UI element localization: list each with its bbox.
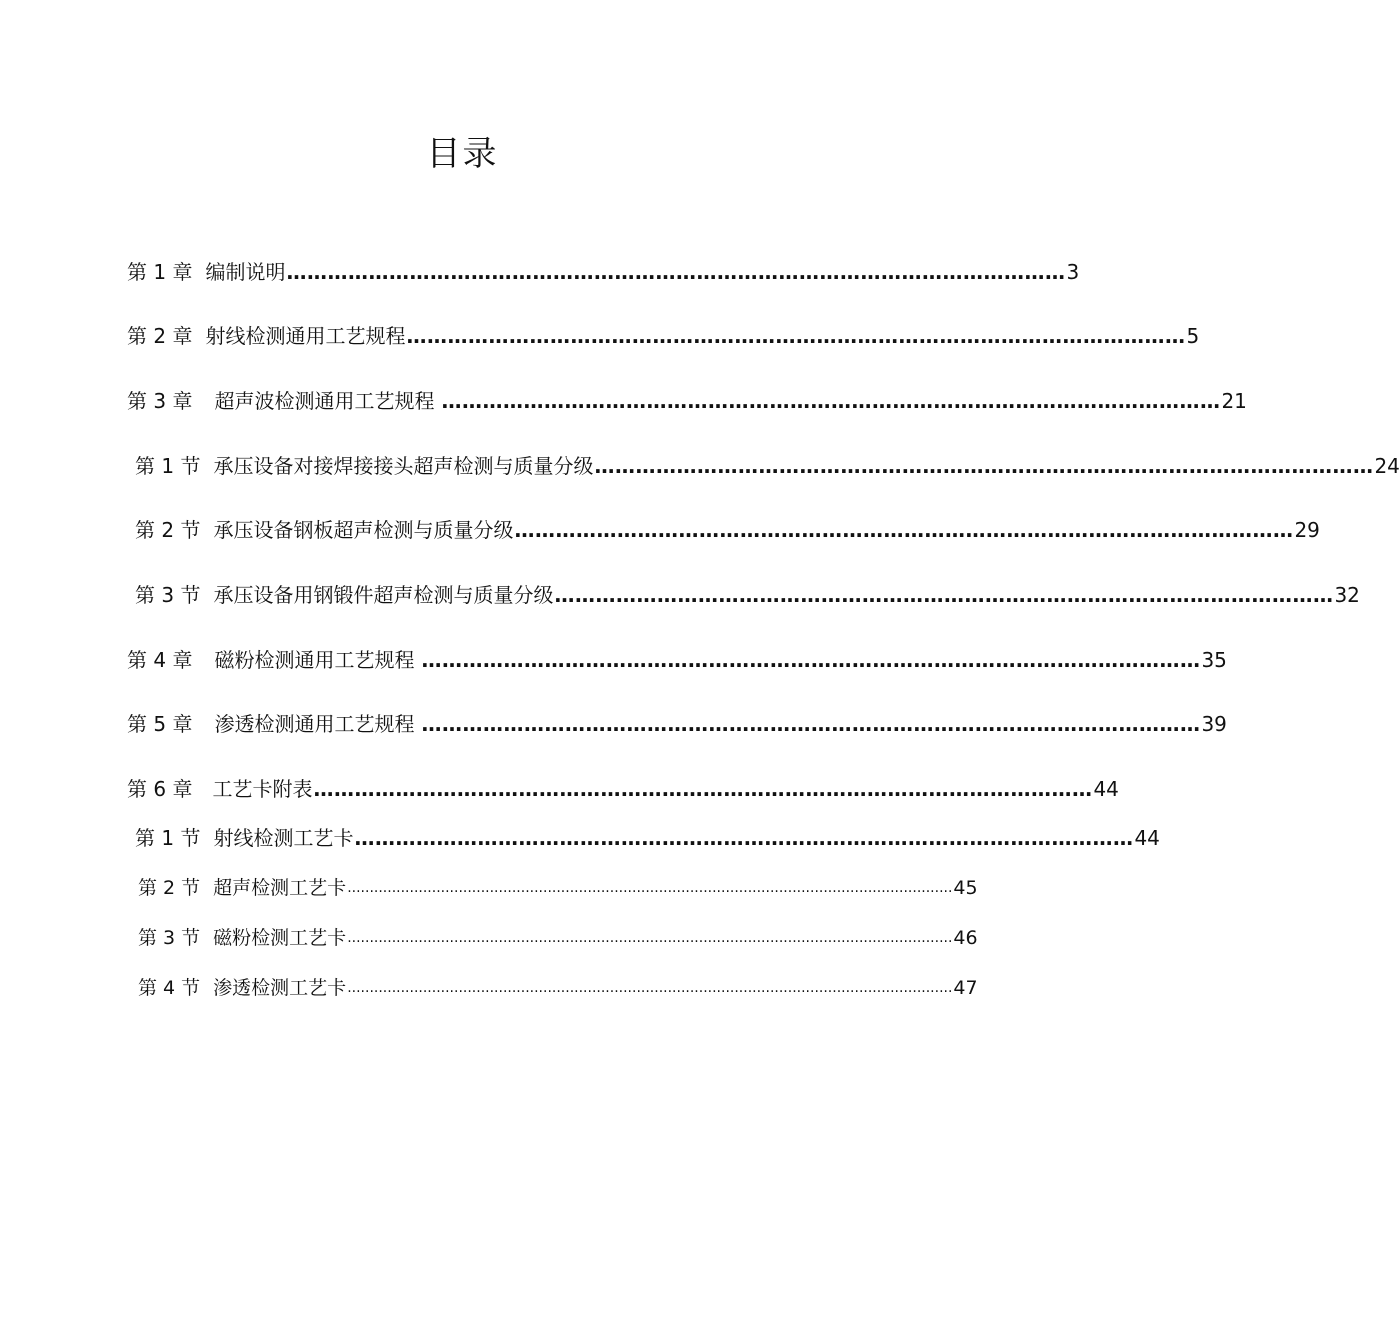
toc-dot-leader: ……………………………………………………………………………………………………	[421, 648, 1201, 672]
toc-entry-number: 第 5 章	[127, 712, 193, 736]
toc-entry-section-3-3[interactable]	[135, 581, 1360, 609]
toc-page-number: 29	[1294, 518, 1320, 542]
toc-page-number: 24	[1374, 454, 1400, 478]
toc-entry-section-6-4[interactable]	[138, 974, 978, 1002]
toc-dot-leader: ……………………………………………………………………………………………………	[441, 389, 1221, 413]
toc-entry-chapter-2[interactable]	[127, 322, 1200, 350]
toc-dot-leader: ……………………………………………………………………………………………………	[313, 777, 1093, 801]
toc-entry-label: 超声波检测通用工艺规程	[214, 389, 435, 413]
toc-dot-leader: ……………………………………………………………………………………………………	[514, 518, 1294, 542]
toc-entry-label: 承压设备对接焊接接头超声检测与质量分级	[213, 454, 594, 478]
toc-entry-chapter-4[interactable]	[127, 646, 1227, 674]
toc-entry-label: 工艺卡附表	[212, 777, 313, 801]
toc-entry-label: 承压设备钢板超声检测与质量分级	[213, 518, 514, 542]
toc-entry-number: 第 3 节	[138, 927, 201, 949]
toc-page-number: 39	[1201, 712, 1227, 736]
toc-page-number: 47	[953, 977, 978, 999]
toc-dot-leader: ……………………………………………………………………………………………………	[286, 260, 1066, 284]
toc-entry-number: 第 1 章	[127, 260, 193, 284]
toc-page-number: 35	[1201, 648, 1227, 672]
toc-entry-number: 第 2 章	[127, 324, 193, 348]
toc-dot-leader: ……………………………………………………………………………………………………	[554, 583, 1334, 607]
toc-entry-number: 第 6 章	[127, 777, 193, 801]
toc-entry-label: 编制说明	[205, 260, 286, 284]
toc-dot-leader: ........................................................................................................................................	[347, 930, 953, 946]
toc-entry-number: 第 1 节	[135, 826, 201, 850]
toc-dot-leader: ……………………………………………………………………………………………………	[354, 826, 1134, 850]
toc-entry-label: 承压设备用钢锻件超声检测与质量分级	[213, 583, 554, 607]
toc-entry-chapter-3[interactable]	[127, 387, 1247, 415]
toc-entry-number: 第 3 章	[127, 389, 193, 413]
toc-dot-leader: ……………………………………………………………………………………………………	[594, 454, 1374, 478]
toc-entry-number: 第 3 节	[135, 583, 201, 607]
toc-dot-leader: ........................................................................................................................................	[347, 880, 953, 896]
toc-entry-number: 第 1 节	[135, 454, 201, 478]
toc-entry-label: 超声检测工艺卡	[213, 877, 347, 899]
toc-entry-label: 磁粉检测通用工艺规程	[214, 648, 415, 672]
toc-entry-label: 射线检测工艺卡	[213, 826, 354, 850]
toc-entry-section-6-2[interactable]	[138, 874, 978, 902]
toc-entry-chapter-5[interactable]	[127, 710, 1227, 738]
toc-entry-label: 射线检测通用工艺规程	[205, 324, 406, 348]
toc-page-number: 44	[1134, 826, 1160, 850]
toc-entry-section-3-1[interactable]	[135, 452, 1400, 480]
toc-entry-number: 第 4 节	[138, 977, 201, 999]
toc-entry-number: 第 4 章	[127, 648, 193, 672]
page-title: 目录	[426, 134, 499, 174]
toc-page-number: 44	[1093, 777, 1119, 801]
toc-dot-leader: ……………………………………………………………………………………………………	[421, 712, 1201, 736]
toc-entry-chapter-6[interactable]	[127, 775, 1119, 803]
toc-page-number: 46	[953, 927, 978, 949]
toc-entry-number: 第 2 节	[138, 877, 201, 899]
toc-dot-leader: ……………………………………………………………………………………………………	[406, 324, 1186, 348]
toc-page-number: 32	[1334, 583, 1360, 607]
toc-entry-section-3-2[interactable]	[135, 516, 1320, 544]
toc-entry-label: 渗透检测工艺卡	[213, 977, 347, 999]
toc-page-number: 5	[1186, 324, 1200, 348]
toc-entry-number: 第 2 节	[135, 518, 201, 542]
toc-entry-label: 渗透检测通用工艺规程	[214, 712, 415, 736]
toc-entry-label: 磁粉检测工艺卡	[213, 927, 347, 949]
toc-page-number: 21	[1221, 389, 1247, 413]
toc-entry-chapter-1[interactable]	[127, 258, 1080, 286]
toc-page-number: 45	[953, 877, 978, 899]
toc-dot-leader: ........................................................................................................................................	[347, 980, 953, 996]
toc-entry-section-6-3[interactable]	[138, 924, 978, 952]
toc-page-number: 3	[1066, 260, 1080, 284]
toc-entry-section-6-1[interactable]	[135, 824, 1160, 852]
